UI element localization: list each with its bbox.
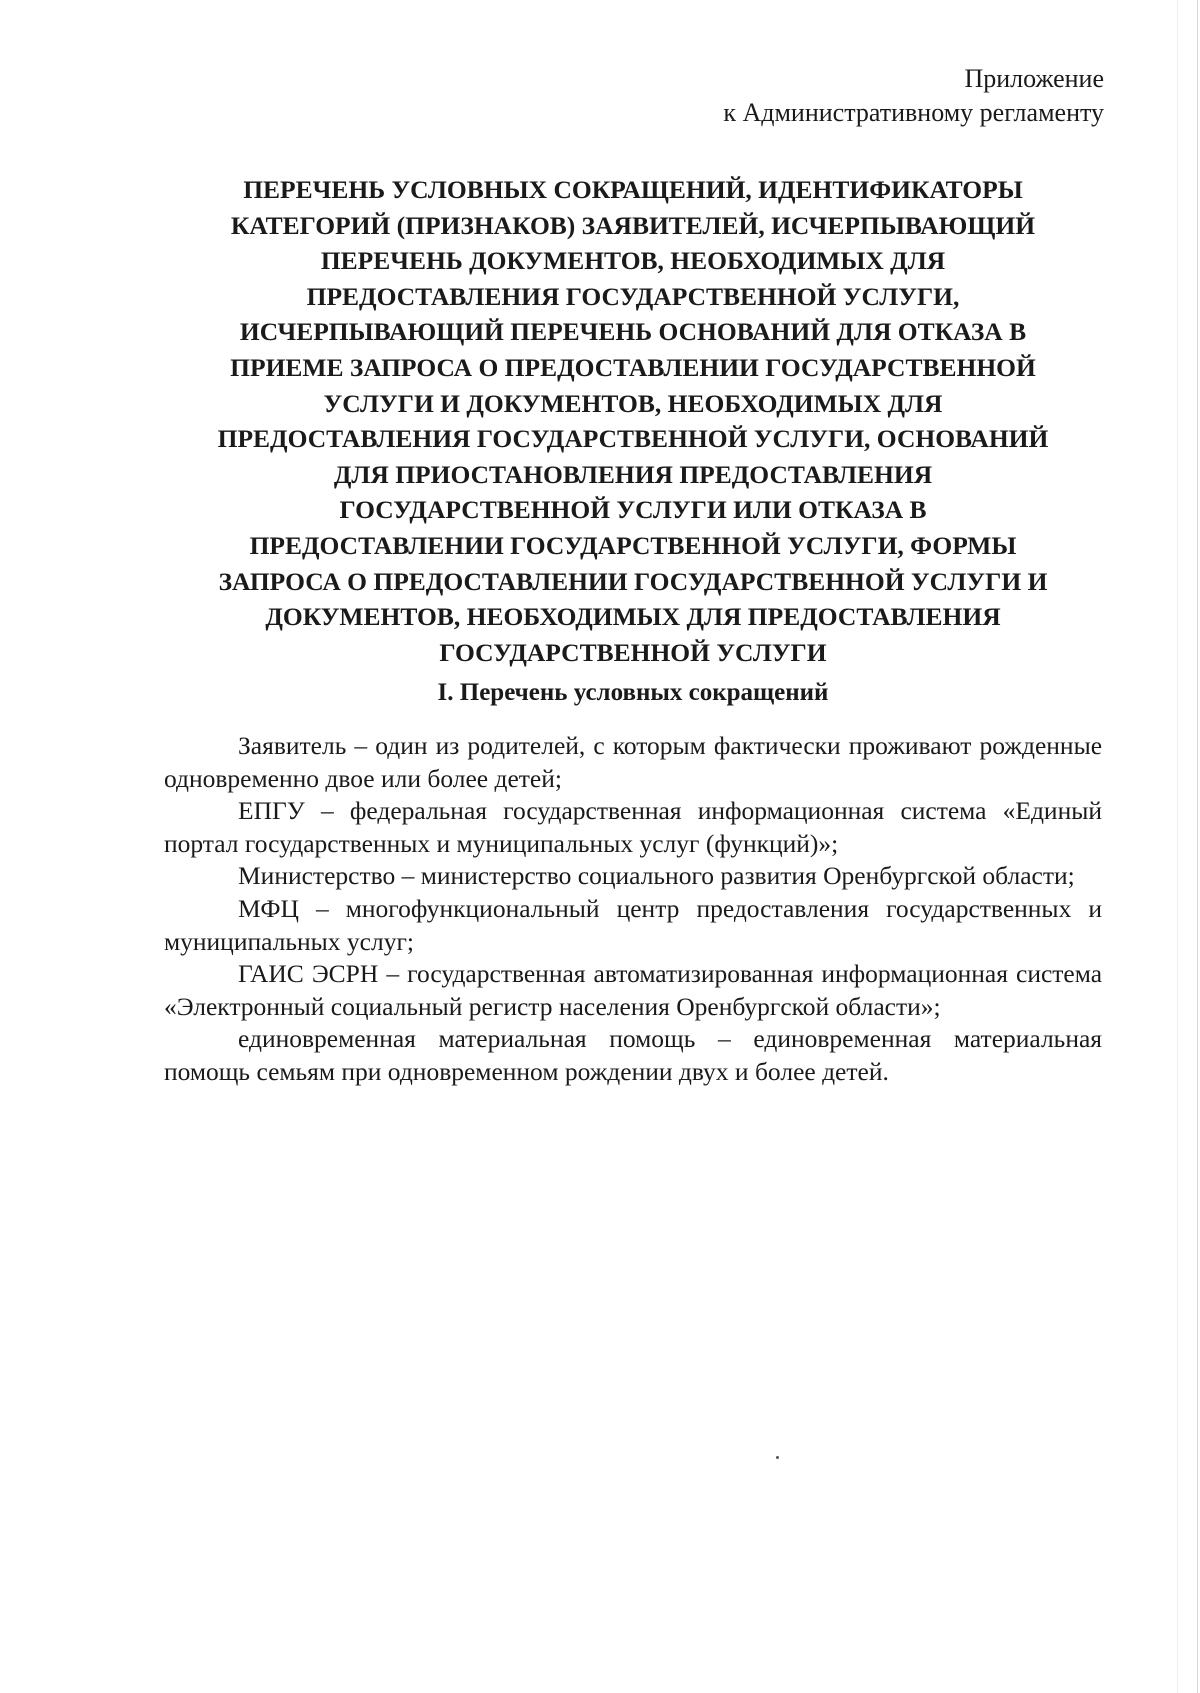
definition-dash: – bbox=[386, 959, 400, 989]
definition-item bbox=[164, 730, 1102, 795]
definition-term: МФЦ bbox=[238, 893, 299, 923]
definition-dash: – bbox=[354, 731, 368, 760]
definition-meaning: один из родителей, с которым фактически проживают рожденные одновременно двое или более детей; bbox=[164, 731, 1103, 793]
definition-item bbox=[164, 795, 1102, 860]
definition-meaning: многофункциональный центр предоставления государственных и муниципальных услуг; bbox=[164, 893, 1103, 956]
definition-item bbox=[164, 893, 1102, 958]
definition-dash: – bbox=[717, 1024, 731, 1054]
title-line: ПЕРЕЧЕНЬ УСЛОВНЫХ СОКРАЩЕНИЙ, ИДЕНТИФИКАТОРЫ bbox=[243, 175, 1023, 204]
definition-dash: – bbox=[401, 861, 415, 891]
title-line: ПРЕДОСТАВЛЕНИИ ГОСУДАРСТВЕННОЙ УСЛУГИ, ФОРМЫ bbox=[249, 530, 1017, 560]
title-line: ДЛЯ ПРИОСТАНОВЛЕНИЯ ПРЕДОСТАВЛЕНИЯ bbox=[333, 459, 933, 489]
title-line: ГОСУДАРСТВЕННОЙ УСЛУГИ bbox=[439, 637, 827, 667]
definition-meaning: министерство социального развития Оренбургской области; bbox=[420, 861, 1075, 891]
title-line: УСЛУГИ И ДОКУМЕНТОВ, НЕОБХОДИМЫХ ДЛЯ bbox=[323, 388, 943, 418]
definition-term: единовременная материальная помощь bbox=[238, 1024, 696, 1054]
definition-dash: – bbox=[315, 893, 329, 923]
definition-meaning: единовременная материальная помощь семьям при одновременном рождении двух и более детей. bbox=[164, 1024, 1103, 1086]
title-line: ГОСУДАРСТВЕННОЙ УСЛУГИ ИЛИ ОТКАЗА В bbox=[339, 495, 927, 525]
appendix-note bbox=[723, 62, 1104, 130]
title-line: КАТЕГОРИЙ (ПРИЗНАКОВ) ЗАЯВИТЕЛЕЙ, ИСЧЕРПЫВАЮЩИЙ bbox=[230, 210, 1036, 240]
definition-dash: – bbox=[320, 796, 334, 826]
definition-term: ГАИС ЭСРН bbox=[238, 959, 379, 989]
definition-meaning: государственная автоматизированная информационная система «Электронный социальный регистр населения Оренбургской области»; bbox=[164, 959, 1103, 1021]
title-line: ЗАПРОСА О ПРЕДОСТАВЛЕНИИ ГОСУДАРСТВЕННОЙ УСЛУГИ И bbox=[218, 566, 1048, 596]
title-line: ПРЕДОСТАВЛЕНИЯ ГОСУДАРСТВЕННОЙ УСЛУГИ, bbox=[306, 281, 960, 311]
definitions-list bbox=[164, 730, 1102, 1089]
document-title bbox=[160, 172, 1106, 670]
definition-term: ЕПГУ bbox=[238, 796, 305, 826]
definition-item bbox=[164, 958, 1102, 1023]
definition-meaning: федеральная государственная информационная система «Единый портал государственных и муниципальных услуг (функций)»; bbox=[164, 796, 1102, 858]
appendix-line: Приложение bbox=[964, 64, 1104, 93]
definition-term: Заявитель bbox=[238, 731, 347, 760]
title-line: ИСЧЕРПЫВАЮЩИЙ ПЕРЕЧЕНЬ ОСНОВАНИЙ ДЛЯ ОТКАЗА В bbox=[239, 317, 1027, 347]
definition-item bbox=[164, 1023, 1102, 1088]
section-heading: I. Перечень условных сокращений bbox=[437, 679, 829, 706]
title-line: ПРЕДОСТАВЛЕНИЯ ГОСУДАРСТВЕННОЙ УСЛУГИ, ОСНОВАНИЙ bbox=[217, 424, 1049, 454]
definition-item bbox=[164, 860, 1102, 893]
scan-edge-line bbox=[1177, 0, 1178, 1693]
title-line: ПРИЕМЕ ЗАПРОСА О ПРЕДОСТАВЛЕНИИ ГОСУДАРСТВЕННОЙ bbox=[230, 352, 1036, 382]
scan-speck bbox=[776, 1456, 779, 1459]
scan-edge-line bbox=[1197, 0, 1198, 1693]
title-line: ДОКУМЕНТОВ, НЕОБХОДИМЫХ ДЛЯ ПРЕДОСТАВЛЕНИЯ bbox=[265, 602, 1001, 632]
definition-term: Министерство bbox=[238, 861, 396, 891]
title-line: ПЕРЕЧЕНЬ ДОКУМЕНТОВ, НЕОБХОДИМЫХ ДЛЯ bbox=[320, 246, 946, 276]
appendix-line: к Административному регламенту bbox=[723, 98, 1104, 127]
